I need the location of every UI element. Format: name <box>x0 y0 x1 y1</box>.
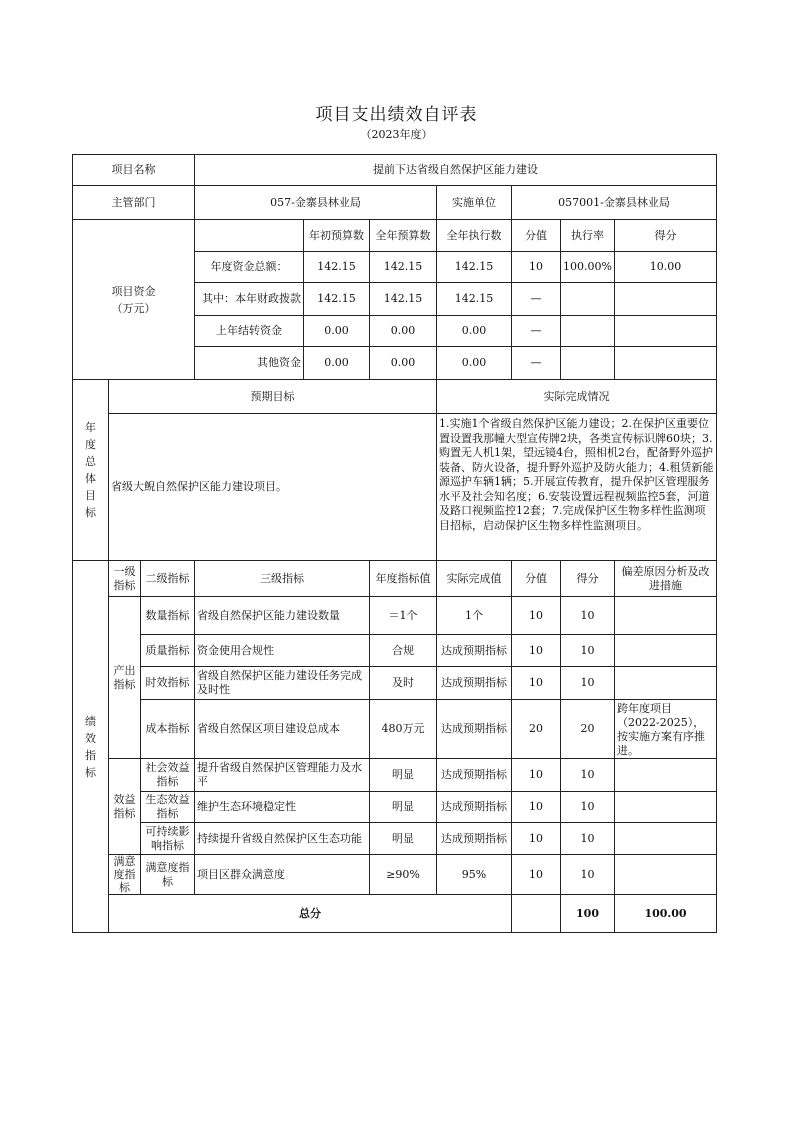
score-value-cell: 10 <box>512 635 561 667</box>
target-cell: 及时 <box>370 667 437 700</box>
actual-cell: 95% <box>437 855 512 895</box>
score-value-cell: 10 <box>512 792 561 823</box>
target-cell: 明显 <box>370 792 437 823</box>
funds-header: 执行率 <box>561 220 615 252</box>
funds-cell: 0.00 <box>370 347 437 380</box>
funds-cell <box>561 316 615 347</box>
funds-cell: 142.15 <box>370 283 437 316</box>
level3-cell: 项目区群众满意度 <box>195 855 370 895</box>
score-cell: 10 <box>561 597 615 635</box>
funds-cell: 0.00 <box>437 316 512 347</box>
expected-goal-text: 省级大鲵自然保护区能力建设项目。 <box>109 414 437 561</box>
indicator-header: 一级 指标 <box>109 561 141 597</box>
score-value-cell: 20 <box>512 700 561 759</box>
level2-cell: 成本指标 <box>141 700 195 759</box>
funds-label: 项目资金 （万元） <box>73 220 195 380</box>
funds-cell: 0.00 <box>304 316 370 347</box>
page-subtitle: （2023年度） <box>360 128 433 141</box>
impl-value: 057001-金寨县林业局 <box>512 186 717 220</box>
funds-cell <box>615 283 717 316</box>
actual-cell: 达成预期指标 <box>437 759 512 792</box>
funds-cell: — <box>512 283 561 316</box>
funds-row-label: 其他资金 <box>195 347 304 380</box>
level3-cell: 提升省级自然保护区管理能力及水平 <box>195 759 370 792</box>
level3-cell: 省级自然保护区能力建设数量 <box>195 597 370 635</box>
target-cell: 480万元 <box>370 700 437 759</box>
level3-cell: 省级自然保区项目建设总成本 <box>195 700 370 759</box>
actual-goal-header: 实际完成情况 <box>437 380 717 414</box>
funds-cell: — <box>512 316 561 347</box>
funds-row-label: 上年结转资金 <box>195 316 304 347</box>
total-blank <box>512 895 561 933</box>
funds-row-label: 年度资金总额： <box>195 252 304 283</box>
deviation-cell <box>615 597 717 635</box>
indicator-header: 实际完成值 <box>437 561 512 597</box>
score-cell: 20 <box>561 700 615 759</box>
deviation-cell <box>615 823 717 855</box>
level2-cell: 可持续影 响指标 <box>141 823 195 855</box>
indicator-header: 年度指标值 <box>370 561 437 597</box>
funds-cell: 142.15 <box>437 252 512 283</box>
level3-cell: 资金使用合规性 <box>195 635 370 667</box>
funds-cell: 142.15 <box>304 252 370 283</box>
funds-cell <box>561 283 615 316</box>
total-label: 总分 <box>109 895 512 933</box>
deviation-cell: 跨年度项目（2022-2025），按实施方案有序推进。 <box>615 700 717 759</box>
funds-header: 全年预算数 <box>370 220 437 252</box>
actual-cell: 1个 <box>437 597 512 635</box>
score-cell: 10 <box>561 635 615 667</box>
impl-label: 实施单位 <box>437 186 512 220</box>
funds-cell: 142.15 <box>304 283 370 316</box>
indicator-header: 二级指标 <box>141 561 195 597</box>
target-cell: 明显 <box>370 759 437 792</box>
funds-header-blank <box>195 220 304 252</box>
indicator-header: 三级指标 <box>195 561 370 597</box>
level2-cell: 满意度指 标 <box>141 855 195 895</box>
goals-label: 年 度 总 体 目 标 <box>73 380 109 561</box>
level3-cell: 省级自然保护区能力建设任务完成及时性 <box>195 667 370 700</box>
indicator-header: 分值 <box>512 561 561 597</box>
actual-cell: 达成预期指标 <box>437 700 512 759</box>
score-cell: 10 <box>561 792 615 823</box>
level3-cell: 维护生态环境稳定性 <box>195 792 370 823</box>
funds-cell: 142.15 <box>437 283 512 316</box>
funds-cell <box>615 316 717 347</box>
level2-cell: 质量指标 <box>141 635 195 667</box>
funds-cell: 142.15 <box>370 252 437 283</box>
score-value-cell: 10 <box>512 759 561 792</box>
level3-cell: 持续提升省级自然保护区生态功能 <box>195 823 370 855</box>
funds-header: 分值 <box>512 220 561 252</box>
total-score-value: 100 <box>561 895 615 933</box>
funds-cell: 10.00 <box>615 252 717 283</box>
dept-value: 057-金寨县林业局 <box>195 186 437 220</box>
indicator-header: 偏差原因分析及改 进措施 <box>615 561 717 597</box>
level1-benefit: 效益 指标 <box>109 759 141 855</box>
funds-header: 得分 <box>615 220 717 252</box>
level1-output: 产出 指标 <box>109 597 141 759</box>
funds-cell: 0.00 <box>370 316 437 347</box>
deviation-cell <box>615 792 717 823</box>
indicators-label: 绩 效 指 标 <box>73 561 109 933</box>
actual-cell: 达成预期指标 <box>437 667 512 700</box>
level1-satisfaction: 满意 度指 标 <box>109 855 141 895</box>
funds-cell: 100.00% <box>561 252 615 283</box>
level2-cell: 生态效益 指标 <box>141 792 195 823</box>
target-cell: 合规 <box>370 635 437 667</box>
total-score: 100.00 <box>615 895 717 933</box>
deviation-cell <box>615 855 717 895</box>
funds-cell: 0.00 <box>304 347 370 380</box>
target-cell: ≥90% <box>370 855 437 895</box>
target-cell: 明显 <box>370 823 437 855</box>
score-value-cell: 10 <box>512 855 561 895</box>
score-cell: 10 <box>561 855 615 895</box>
funds-cell <box>561 347 615 380</box>
actual-cell: 达成预期指标 <box>437 635 512 667</box>
indicator-header: 得分 <box>561 561 615 597</box>
deviation-cell <box>615 635 717 667</box>
funds-cell <box>615 347 717 380</box>
score-value-cell: 10 <box>512 597 561 635</box>
funds-cell: — <box>512 347 561 380</box>
actual-cell: 达成预期指标 <box>437 792 512 823</box>
actual-goal-text: 1.实施1个省级自然保护区能力建设；2.在保护区重要位置设置我那幢大型宣传牌2块，各类宣传标识牌60块；3.购置无人机1架，望远镜4台，照相机2台，配备野外巡护装备、防火设备，提升野外巡护及防火能力；4.租赁新能源巡护车辆1辆；5.开展宣传教育，提升保护区管理服务水平及社会知名度；6.安装设置远程视频监控5套，河道及路口视频监控12套；7.完成保护区生物多样性监测项目招标，启动保护区生物多样性监测项目。 <box>437 414 717 561</box>
score-cell: 10 <box>561 667 615 700</box>
score-cell: 10 <box>561 823 615 855</box>
score-value-cell: 10 <box>512 667 561 700</box>
dept-label: 主管部门 <box>73 186 195 220</box>
score-value-cell: 10 <box>512 823 561 855</box>
funds-header: 全年执行数 <box>437 220 512 252</box>
funds-cell: 0.00 <box>437 347 512 380</box>
page-title: 项目支出绩效自评表 <box>315 105 478 125</box>
expected-goal-header: 预期目标 <box>109 380 437 414</box>
project-name: 提前下达省级自然保护区能力建设 <box>195 155 717 186</box>
target-cell: ＝1个 <box>370 597 437 635</box>
actual-cell: 达成预期指标 <box>437 823 512 855</box>
evaluation-table <box>72 154 717 933</box>
level2-cell: 时效指标 <box>141 667 195 700</box>
level2-cell: 社会效益 指标 <box>141 759 195 792</box>
deviation-cell <box>615 759 717 792</box>
funds-cell: 10 <box>512 252 561 283</box>
deviation-cell <box>615 667 717 700</box>
project-name-label: 项目名称 <box>73 155 195 186</box>
score-cell: 10 <box>561 759 615 792</box>
funds-header: 年初预算数 <box>304 220 370 252</box>
level2-cell: 数量指标 <box>141 597 195 635</box>
funds-row-label: 其中：本年财政拨款 <box>195 283 304 316</box>
